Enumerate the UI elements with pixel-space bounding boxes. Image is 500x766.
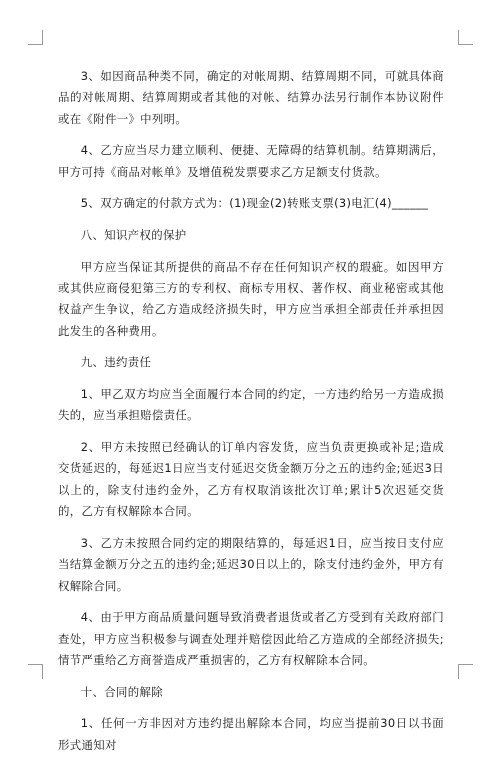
corner-mark-bottom-left [28, 664, 43, 679]
corner-mark-bottom-right [458, 664, 473, 679]
clause-paragraph: 5、双方确定的付款方式为：(1)现金(2)转账支票(3)电汇(4)______ [80, 196, 429, 211]
clause-paragraph: 2、甲方未按照已经确认的订单内容发货，应当负责更换或补足;造成交货延迟的，每延迟1日应当支付延迟交货金额万分之五的违约金;延迟3日以上的，除支付违约金外，乙方有权取消该批次订单;累计5次迟延交货的，乙方有权解除本合同。 [58, 440, 444, 519]
clause-paragraph: 3、如因商品种类不同，确定的对帐周期、结算周期不同，可就具体商品的对帐周期、结算周期或者其他的对帐、结算办法另行制作本协议附件或在《附件一》中列明。 [58, 69, 444, 126]
corner-mark-top-right [458, 30, 473, 45]
clause-paragraph: 4、由于甲方商品质量问题导致消费者退货或者乙方受到有关政府部门查处，甲方应当积极参与调查处理并赔偿因此给乙方造成的全部经济损失;情节严重给乙方商誉造成严重损害的，乙方有权解除本合同。 [58, 610, 444, 668]
section-heading: 十、合同的解除 [80, 684, 163, 699]
clause-paragraph: 3、乙方未按照合同约定的期限结算的，每延迟1日，应当按日支付应当结算金额万分之五的违约金;延迟30日以上的，除支付违约金外，甲方有权解除合同。 [58, 535, 444, 593]
corner-mark-top-left [28, 30, 43, 45]
clause-paragraph: 甲方应当保证其所提供的商品不存在任何知识产权的瑕疵。如因甲方或其供应商侵犯第三方的专利权、商标专用权、著作权、商业秘密或其他权益产生争议，给乙方造成经济损失时，甲方应当承担全部责任并承担因此发生的各种费用。 [58, 259, 444, 338]
section-heading: 九、违约责任 [80, 355, 152, 370]
clause-paragraph: 4、乙方应当尽力建立顺利、便捷、无障碍的结算机制。结算期满后，甲方可持《商品对帐单》及增值税发票要求乙方足额支付货款。 [58, 143, 444, 179]
section-heading: 八、知识产权的保护 [80, 228, 187, 242]
document-body [58, 66, 444, 766]
clause-paragraph: 1、任何一方非因对方违约提出解除本合同，均应当提前30日以书面形式通知对 [58, 716, 444, 752]
clause-paragraph: 1、甲乙双方均应当全面履行本合同的约定，一方违约给另一方造成损失的，应当承担赔偿责任。 [58, 387, 444, 423]
